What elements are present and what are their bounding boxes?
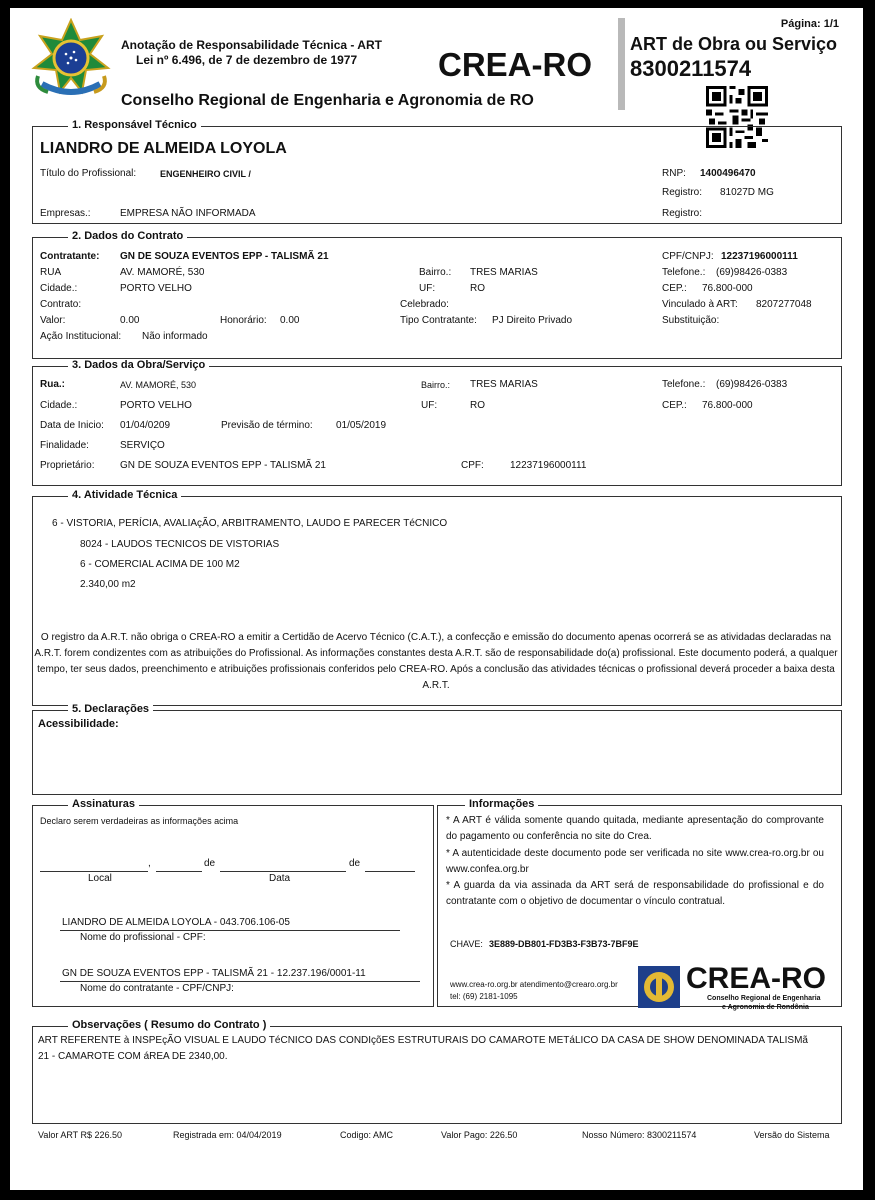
inicio-label: Data de Inicio:: [40, 420, 104, 431]
crea-logo-sub-2: e Agronomia de Rondônia: [722, 1004, 809, 1011]
telefone-label: Telefone.:: [662, 267, 706, 278]
cidade-value: PORTO VELHO: [120, 283, 192, 294]
professional-signature: LIANDRO DE ALMEIDA LOYOLA - 043.706.106-05: [62, 917, 290, 928]
valor-label: Valor:: [40, 315, 66, 326]
local-comma: ,: [148, 858, 151, 869]
doc-title: Anotação de Responsabilidade Técnica - ART: [121, 38, 382, 52]
footer-versao: Versão do Sistema: [754, 1130, 830, 1140]
cep-label: CEP.:: [662, 283, 687, 294]
art-type: ART de Obra ou Serviço: [630, 34, 838, 54]
info-paragraph-1: * A ART é válida somente quando quitada, mediante apresentação do comprovante do pagamento ou conferência no site do Crea.: [446, 815, 824, 842]
telefone-value: (69)98426-0383: [716, 267, 788, 278]
previsao-value: 01/05/2019: [336, 420, 387, 431]
section4-title: 4. Atividade Técnica: [68, 489, 181, 501]
cpf-cnpj-label: CPF/CNPJ:: [662, 251, 714, 262]
cep-value: 76.800-000: [702, 283, 753, 294]
footer-codigo: Codigo: AMC: [340, 1130, 394, 1140]
contratante-value: GN DE SOUZA EVENTOS EPP - TALISMÃ 21: [120, 251, 329, 262]
assinaturas-title: Assinaturas: [68, 798, 139, 810]
local-caption: Local: [88, 873, 112, 884]
contractor-signature-line: [60, 981, 420, 982]
professional-caption: Nome do profissional - CPF:: [80, 932, 206, 943]
obra-cep-value: 76.800-000: [702, 400, 753, 411]
acessibilidade-label: Acessibilidade:: [38, 718, 119, 730]
valor-value: 0.00: [120, 315, 140, 326]
crea-logo-text: CREA-RO: [686, 962, 826, 995]
contact-email: www.crea-ro.org.br atendimento@crearo.org.br: [450, 980, 618, 989]
contrato-label: Contrato:: [40, 299, 82, 310]
finalidade-label: Finalidade:: [40, 440, 89, 451]
info-paragraph-2: * A autenticidade deste documento pode ser verificada no site www.crea-ro.org.br ou www.confea.org.br: [446, 848, 824, 875]
registro-label: Registro:: [662, 187, 703, 198]
vinculado-label: Vinculado à ART:: [662, 299, 738, 310]
professional-signature-line: [60, 930, 400, 931]
section-declaracoes: [32, 710, 842, 795]
de-1: de: [204, 858, 216, 869]
footer-registrada: Registrada em: 04/04/2019: [173, 1130, 282, 1140]
year-line: [365, 871, 415, 872]
acao-value: Não informado: [142, 331, 208, 342]
info-paragraph-3: * A guarda da via assinada da ART será de responsabilidade do profissional e do contratante com o objetivo de documentar o vínculo contratual.: [446, 880, 824, 907]
uf-value: RO: [470, 283, 485, 294]
obra-bairro-label: Bairro.:: [421, 380, 451, 390]
atividade-line-2: 8024 - LAUDOS TECNICOS DE VISTORIAS: [80, 539, 280, 550]
bairro-label: Bairro.:: [419, 267, 452, 278]
crea-seal-icon: [638, 966, 680, 1008]
proprietario-label: Proprietário:: [40, 460, 95, 471]
empresas-value: EMPRESA NÃO INFORMADA: [120, 208, 256, 219]
section1-title: 1. Responsável Técnico: [68, 119, 201, 131]
month-line: [220, 871, 346, 872]
de-2: de: [349, 858, 361, 869]
honorario-value: 0.00: [280, 315, 300, 326]
rua-value: AV. MAMORÉ, 530: [120, 267, 205, 278]
obra-cpf-label: CPF:: [461, 460, 484, 471]
contractor-signature: GN DE SOUZA EVENTOS EPP - TALISMÃ 21 - 12.237.196/0001-11: [62, 968, 366, 979]
honorario-label: Honorário:: [220, 315, 267, 326]
footer-valor-art: Valor ART R$ 226.50: [38, 1130, 123, 1140]
section2-title: 2. Dados do Contrato: [68, 230, 187, 242]
council-name: Conselho Regional de Engenharia e Agronomia de RO: [121, 92, 534, 109]
obra-cidade-label: Cidade.:: [40, 400, 78, 411]
cidade-label: Cidade.:: [40, 283, 78, 294]
obra-rua-value: AV. MAMORÉ, 530: [120, 380, 197, 390]
obra-bairro-value: TRES MARIAS: [470, 379, 538, 390]
chave-value: 3E889-DB801-FD3B3-F3B73-7BF9E: [489, 939, 639, 949]
empresas-label: Empresas.:: [40, 208, 91, 219]
cpf-cnpj-value: 12237196000111: [721, 251, 798, 262]
header-separator: [618, 18, 625, 110]
brazil-coat-of-arms-icon: [30, 18, 112, 102]
professional-name: LIANDRO DE ALMEIDA LOYOLA: [40, 140, 287, 157]
obra-cidade-value: PORTO VELHO: [120, 400, 192, 411]
rnp-label: RNP:: [662, 168, 686, 179]
contratante-label: Contratante:: [40, 251, 100, 262]
law-reference: Lei nº 6.496, de 7 de dezembro de 1977: [136, 53, 358, 67]
day-line: [156, 871, 202, 872]
obra-uf-value: RO: [470, 400, 485, 411]
cat-notice: O registro da A.R.T. não obriga o CREA-RO a emitir a Certidão de Acervo Técnico (C.A.T.), a confecção e emissão do documento apenas ocorrerá se as atividadas declaradas na A.R.T. forem condizentes com as atribuições do Profissional. As informações constantes desta A.R.T. são de responsabilidade do(a) profissional. Este documento poderá, a qualquer tempo, ter seus dados, preenchimento e atribuições profissionais conferidos pelo CREA-RO. Após a conclusão das atividades técnicas o profissional deverá proceder a baixa desta A.R.T.: [34, 632, 838, 691]
rua-label: RUA: [40, 267, 62, 278]
obra-cpf-value: 12237196000111: [510, 460, 587, 471]
footer-valor-pago: Valor Pago: 226.50: [441, 1130, 518, 1140]
finalidade-value: SERVIÇO: [120, 440, 165, 451]
crea-logo-sub-1: Conselho Regional de Engenharia: [707, 995, 821, 1002]
atividade-line-3: 6 - COMERCIAL ACIMA DE 100 M2: [80, 559, 240, 570]
contact-phone: tel: (69) 2181-1095: [450, 992, 518, 1001]
art-document: [10, 8, 863, 1190]
section5-title: 5. Declarações: [68, 703, 153, 715]
titulo-label: Título do Profissional:: [40, 168, 137, 179]
uf-label: UF:: [419, 283, 436, 294]
chave-label: CHAVE:: [450, 939, 483, 949]
footer-nosso-numero: Nosso Número: 8300211574: [582, 1130, 697, 1140]
previsao-label: Previsão de término:: [221, 420, 313, 431]
tipo-label: Tipo Contratante:: [400, 315, 477, 326]
atividade-line-4: 2.340,00 m2: [80, 579, 136, 590]
titulo-value: ENGENHEIRO CIVIL /: [160, 169, 251, 179]
data-caption: Data: [269, 873, 291, 884]
registro-value: 81027D MG: [720, 187, 774, 198]
obra-uf-label: UF:: [421, 400, 438, 411]
obra-telefone-value: (69)98426-0383: [716, 379, 788, 390]
substituicao-label: Substituição:: [662, 315, 720, 326]
inicio-value: 01/04/0209: [120, 420, 171, 431]
obra-telefone-label: Telefone.:: [662, 379, 706, 390]
registro2-label: Registro:: [662, 208, 703, 219]
obra-cep-label: CEP.:: [662, 400, 687, 411]
proprietario-value: GN DE SOUZA EVENTOS EPP - TALISMÃ 21: [120, 460, 326, 471]
tipo-value: PJ Direito Privado: [492, 315, 573, 326]
informacoes-title: Informações: [465, 798, 538, 810]
acao-label: Ação Institucional:: [40, 331, 122, 342]
obra-rua-label: Rua.:: [40, 379, 65, 390]
atividade-line-1: 6 - VISTORIA, PERÍCIA, AVALIAçÃO, ARBITRAMENTO, LAUDO E PARECER TéCNICO: [52, 518, 448, 529]
declaro-text: Declaro serem verdadeiras as informações acima: [40, 816, 239, 826]
observacoes-title: Observações ( Resumo do Contrato ): [68, 1019, 270, 1031]
brand-title: CREA-RO: [438, 46, 592, 83]
local-line: [40, 871, 148, 872]
art-number: 8300211574: [630, 56, 752, 81]
contractor-caption: Nome do contratante - CPF/CNPJ:: [80, 983, 234, 994]
bairro-value: TRES MARIAS: [470, 267, 538, 278]
vinculado-value: 8207277048: [756, 299, 812, 310]
section3-title: 3. Dados da Obra/Serviço: [68, 359, 209, 371]
celebrado-label: Celebrado:: [400, 299, 449, 310]
rnp-value: 1400496470: [700, 168, 756, 179]
page-number: Página: 1/1: [780, 18, 839, 30]
observacoes-text: ART REFERENTE à INSPEçÃO VISUAL E LAUDO TéCNICO DAS CONDIçõES ESTRUTURAIS DO CAMAROTE METáLICO DA CASA DE SHOW DENOMINADA TALISMã 21 - CAMAROTE COM áREA DE 2340,00.: [38, 1035, 808, 1062]
